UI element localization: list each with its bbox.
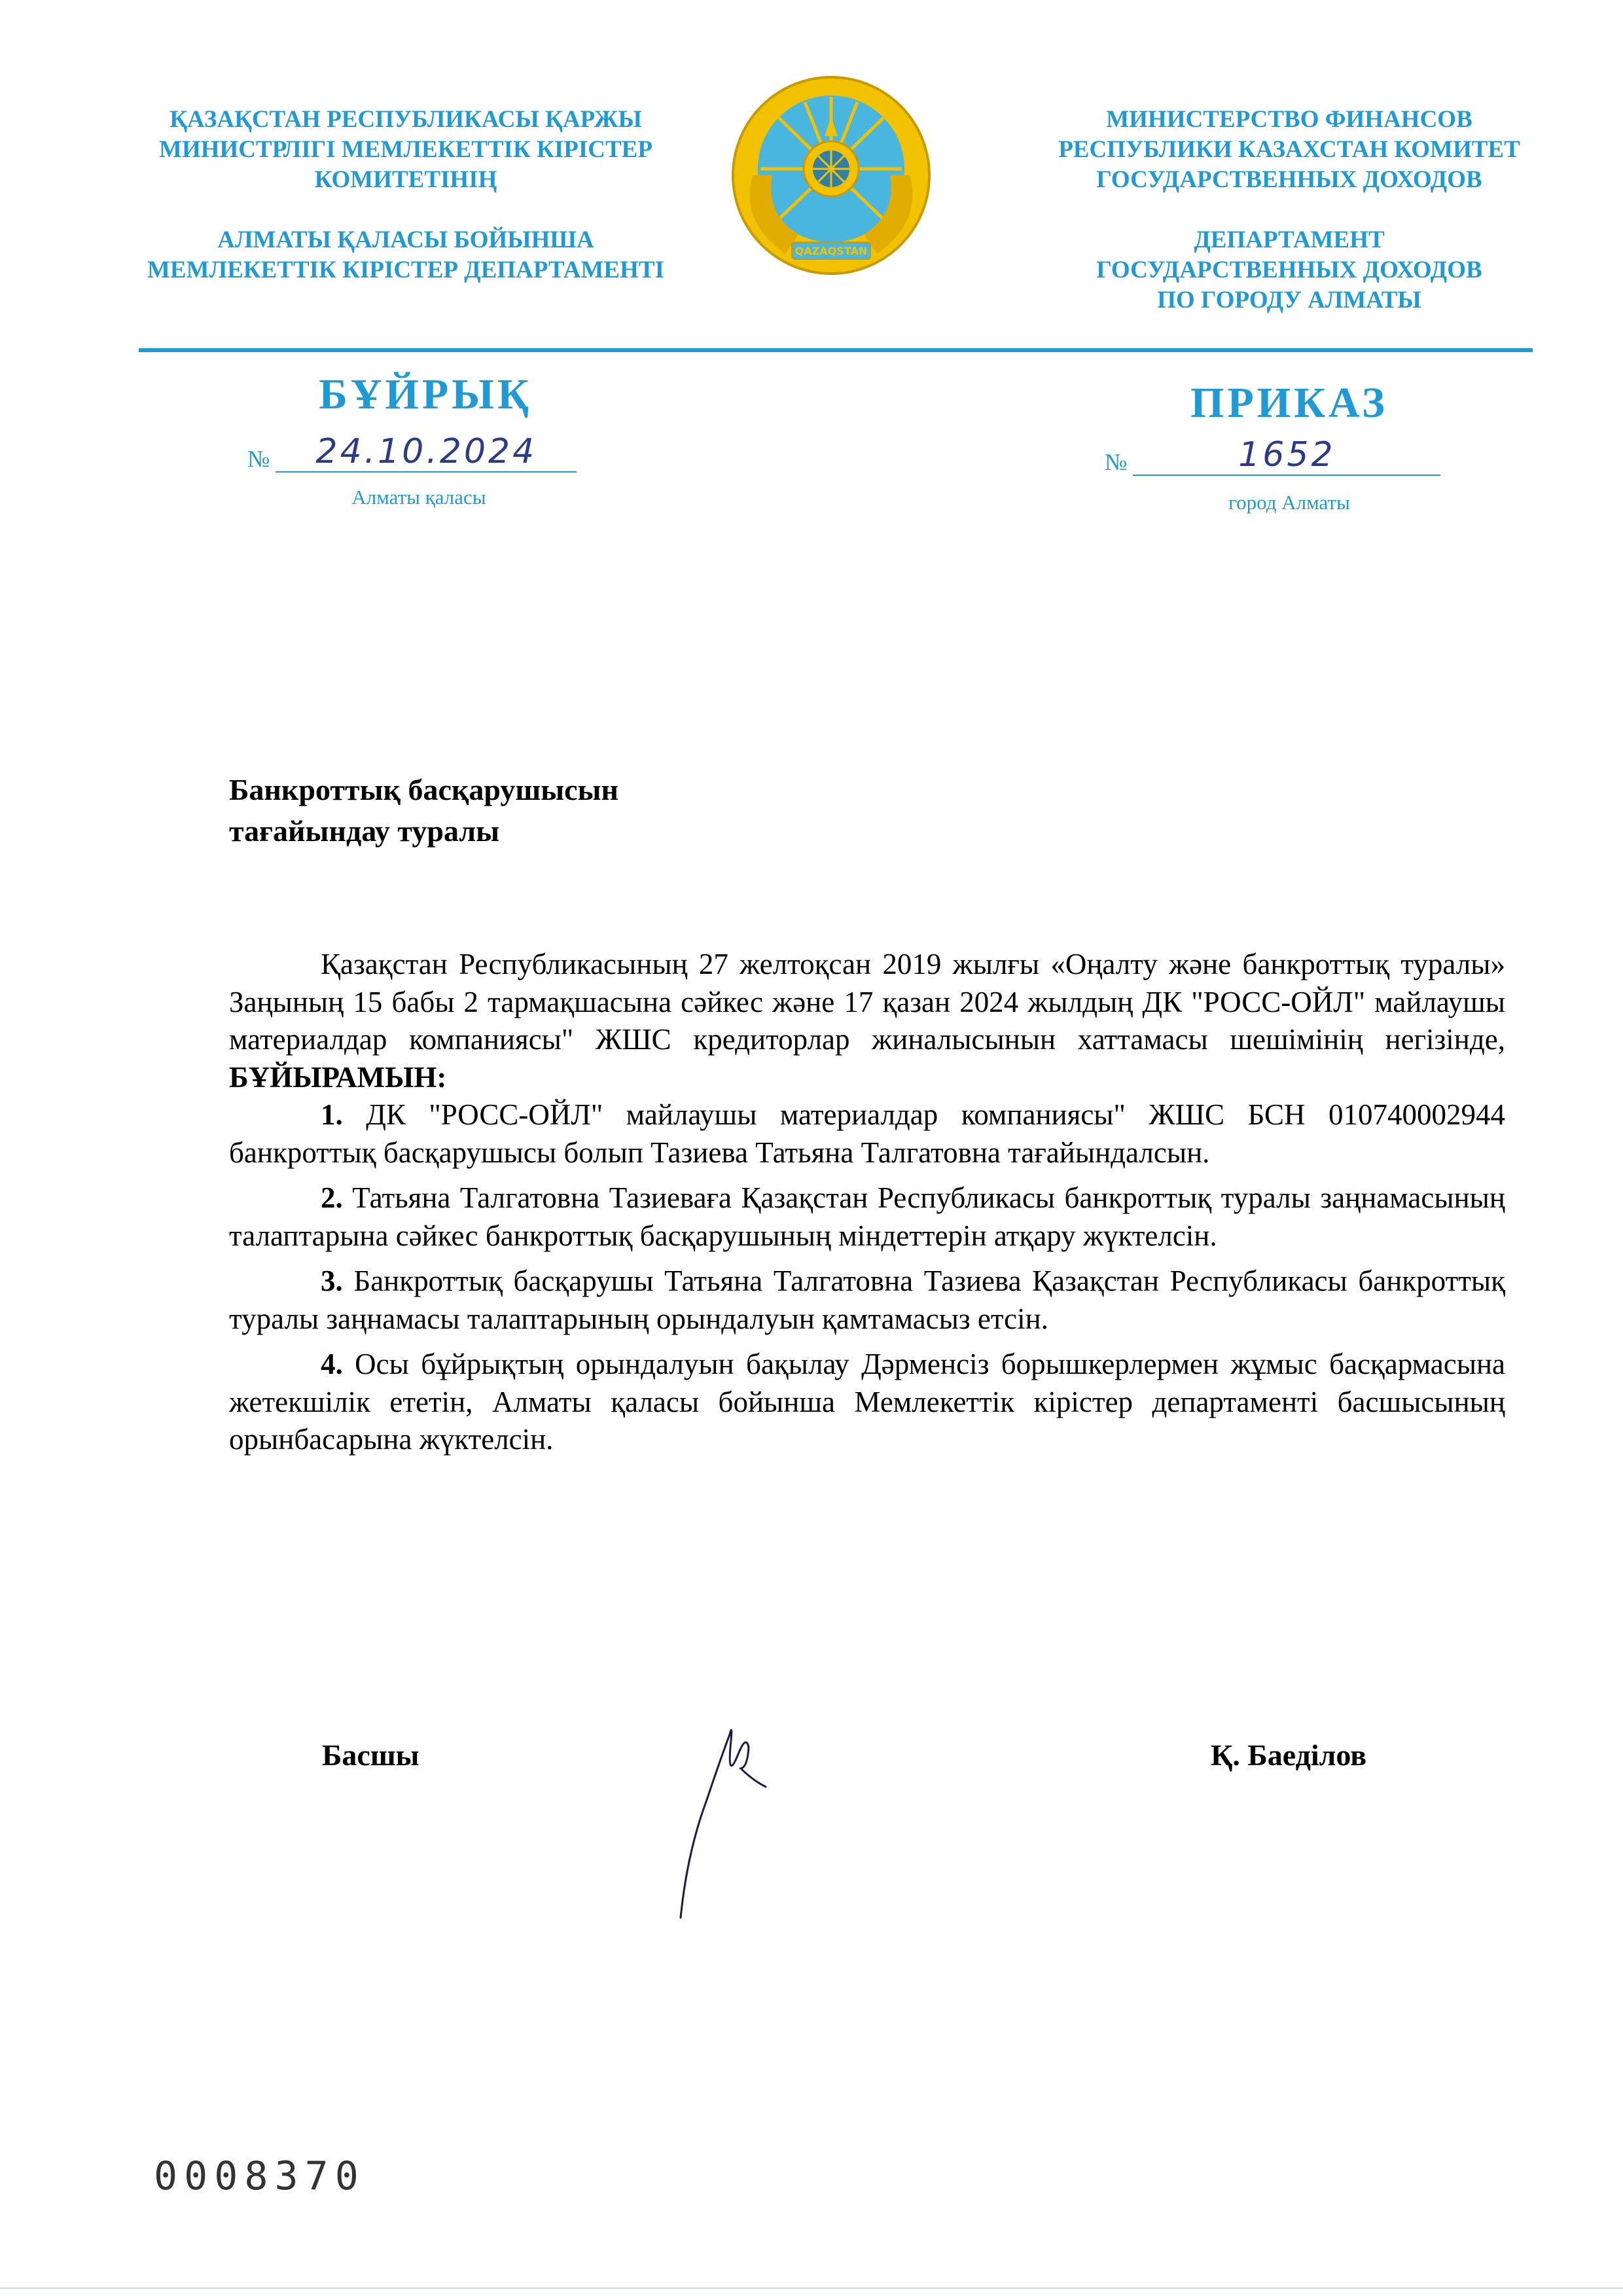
number-sign: № (247, 446, 270, 472)
order-word: БҰЙЫРАМЫН: (229, 1060, 447, 1094)
header-ru-line: ПО ГОРОДУ АЛМАТЫ (1157, 287, 1421, 314)
preamble-paragraph (229, 946, 1505, 1096)
title-kz: БҰЙРЫҚ (319, 370, 532, 418)
header-ru-line: РЕСПУБЛИКИ КАЗАХСТАН КОМИТЕТ (1058, 136, 1520, 163)
subject-line: тағайындау туралы (229, 814, 500, 848)
serial-number: 0008370 (154, 2153, 365, 2199)
subject-line: Банкроттық басқарушысын (229, 773, 618, 806)
header-ru (1008, 105, 1571, 315)
header-kz-line: МЕМЛЕКЕТТІК КІРІСТЕР ДЕПАРТАМЕНТІ (147, 257, 664, 283)
header-kz-line: КОМИТЕТІНІҢ (314, 166, 497, 193)
state-emblem-icon (726, 71, 936, 280)
order-item (229, 1346, 1505, 1459)
order-item (229, 1179, 1505, 1255)
order-subject (229, 769, 618, 852)
item-number: 2. (321, 1181, 343, 1214)
emblem-text: QAZAQSTAN (794, 245, 868, 257)
item-number: 3. (321, 1265, 343, 1297)
number-sign: № (1105, 449, 1128, 475)
order-number-handwritten: 1652 (1133, 435, 1440, 476)
order-item (229, 1263, 1505, 1338)
item-text: Татьяна Талгатовна Тазиеваға Қазақстан Республикасы банкроттық туралы заңнамасының талаптарына сәйкес банкроттық басқарушының міндеттерін атқару жүктелсін. (229, 1181, 1505, 1252)
handwritten-signature-icon (668, 1708, 798, 1924)
title-ru: ПРИКАЗ (1190, 379, 1388, 427)
signatory-title: Басшы (322, 1738, 419, 1772)
city-kz: Алматы қаласы (351, 486, 486, 509)
header-kz (118, 105, 694, 285)
header-ru-line: ГОСУДАРСТВЕННЫХ ДОХОДОВ (1096, 257, 1482, 283)
page-edge-line (0, 2287, 1623, 2289)
city-ru: город Алматы (1228, 491, 1350, 514)
number-row (1105, 435, 1440, 476)
signatory-name: Қ. Баеділов (1211, 1738, 1367, 1772)
order-body (229, 946, 1505, 1459)
header-ru-line: ГОСУДАРСТВЕННЫХ ДОХОДОВ (1096, 166, 1482, 193)
order-item (229, 1096, 1505, 1172)
header-kz-line: МИНИСТРЛІГІ МЕМЛЕКЕТТІК КІРІСТЕР (159, 136, 652, 163)
header-ru-line: МИНИСТЕРСТВО ФИНАНСОВ (1106, 106, 1472, 133)
header-kz-line: АЛМАТЫ ҚАЛАСЫ БОЙЫНША (217, 226, 594, 253)
item-text: ДК "РОСС-ОЙЛ" майлаушы материалдар компаниясы" ЖШС БСН 010740002944 банкроттық басқарушысы болып Тазиева Татьяна Талгатовна тағайындалсын. (229, 1098, 1505, 1169)
item-number: 4. (321, 1348, 343, 1380)
header-divider (139, 348, 1533, 352)
item-text: Осы бұйрықтың орындалуын бақылау Дәрменсіз борышкерлермен жұмыс басқармасына жетекшілік ететін, Алматы қаласы бойынша Мемлекеттік кірістер департаменті басшысының орынбасарына жүктелсін. (229, 1348, 1505, 1456)
preamble-text: Қазақстан Республикасының 27 желтоқсан 2019 жылғы «Оңалту және банкроттық туралы» Заңының 15 бабы 2 тармақшасына сәйкес және 17 қазан 2024 жылдың ДК "РОСС-ОЙЛ" майлаушы материалдар компаниясы" ЖШС кредиторлар жиналысынын хаттамасы шешімінің негізінде, (229, 948, 1505, 1056)
item-number: 1. (321, 1098, 343, 1131)
item-text: Банкроттық басқарушы Татьяна Талгатовна Тазиева Қазақстан Республикасы банкроттық туралы заңнамасы талаптарының орындалуын қамтамасыз етсін. (229, 1265, 1505, 1335)
date-handwritten: 24.10.2024 (276, 432, 577, 473)
header-kz-line: ҚАЗАҚСТАН РЕСПУБЛИКАСЫ ҚАРЖЫ (169, 106, 642, 133)
header-ru-line: ДЕПАРТАМЕНТ (1194, 226, 1385, 253)
date-row (247, 432, 577, 473)
